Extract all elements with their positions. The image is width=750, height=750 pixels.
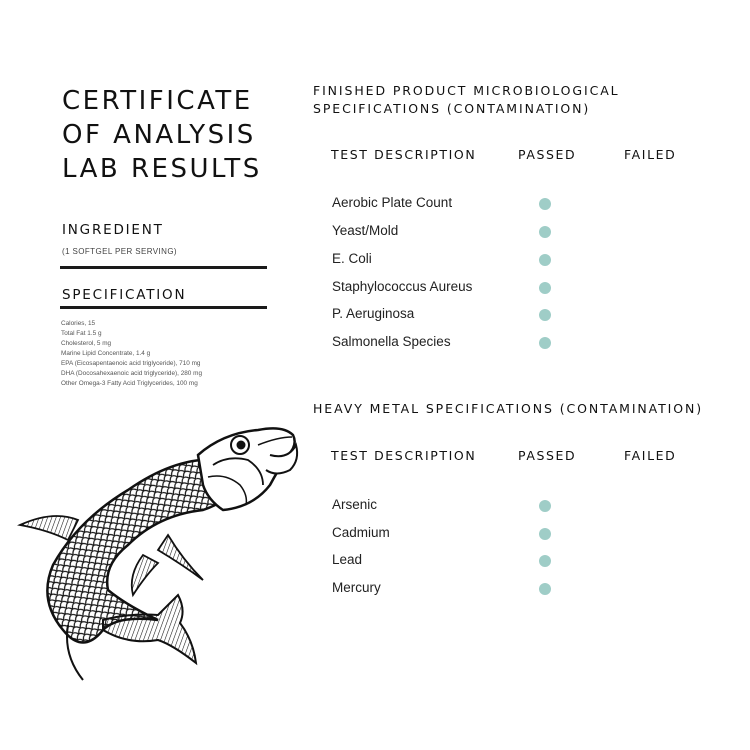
ingredient-note: (1 SOFTGEL PER SERVING) bbox=[62, 247, 178, 256]
test-name: Mercury bbox=[332, 580, 381, 595]
title-line: OF ANALYSIS bbox=[62, 120, 256, 150]
passed-indicator bbox=[539, 337, 551, 349]
spec-item: Marine Lipid Concentrate, 1.4 g bbox=[61, 350, 151, 357]
metal-col-passed: PASSED bbox=[518, 448, 577, 463]
title-line: LAB RESULTS bbox=[62, 154, 262, 184]
passed-indicator bbox=[539, 583, 551, 595]
specification-heading: SPECIFICATION bbox=[62, 287, 187, 303]
table-row bbox=[332, 251, 572, 279]
passed-indicator bbox=[539, 528, 551, 540]
ingredient-heading: INGREDIENT bbox=[62, 222, 164, 238]
table-row bbox=[332, 334, 572, 362]
test-name: Salmonella Species bbox=[332, 334, 451, 349]
spec-item: Cholesterol, 5 mg bbox=[61, 340, 112, 347]
specification-list bbox=[61, 319, 202, 389]
passed-indicator bbox=[539, 309, 551, 321]
table-row bbox=[332, 306, 572, 334]
spec-item: EPA (Eicosapentaenoic acid triglyceride), 710 mg bbox=[61, 360, 201, 367]
spec-item: Total Fat 1.5 g bbox=[61, 330, 102, 337]
test-name: Staphylococcus Aureus bbox=[332, 279, 473, 294]
spec-item: DHA (Docosahexaenoic acid triglyceride), 280 mg bbox=[61, 370, 203, 377]
test-name: E. Coli bbox=[332, 251, 372, 266]
fish-illustration bbox=[8, 415, 308, 690]
test-name: Cadmium bbox=[332, 525, 390, 540]
passed-indicator bbox=[539, 555, 551, 567]
micro-col-test-description: TEST DESCRIPTION bbox=[331, 147, 477, 162]
micro-col-passed: PASSED bbox=[518, 147, 577, 162]
title-line: CERTIFICATE bbox=[62, 86, 253, 116]
divider bbox=[60, 306, 267, 309]
table-row bbox=[332, 525, 572, 553]
passed-indicator bbox=[539, 254, 551, 266]
metal-col-test-description: TEST DESCRIPTION bbox=[331, 448, 477, 463]
page-title bbox=[62, 84, 302, 186]
table-row bbox=[332, 552, 572, 580]
micro-title-line: FINISHED PRODUCT MICROBIOLOGICAL bbox=[313, 83, 620, 98]
micro-section-title bbox=[313, 82, 620, 118]
passed-indicator bbox=[539, 282, 551, 294]
table-row bbox=[332, 279, 572, 307]
table-row bbox=[332, 580, 572, 608]
spec-item: Calories, 15 bbox=[61, 320, 96, 327]
test-name: Lead bbox=[332, 552, 363, 567]
metal-section-title: HEAVY METAL SPECIFICATIONS (CONTAMINATION) bbox=[313, 401, 704, 416]
micro-col-failed: FAILED bbox=[624, 147, 677, 162]
table-row bbox=[332, 497, 572, 525]
table-row bbox=[332, 223, 572, 251]
passed-indicator bbox=[539, 500, 551, 512]
test-name: Arsenic bbox=[332, 497, 378, 512]
test-name: Yeast/Mold bbox=[332, 223, 399, 238]
spec-item: Other Omega-3 Fatty Acid Triglycerides, 100 mg bbox=[61, 380, 198, 387]
test-name: Aerobic Plate Count bbox=[332, 195, 453, 210]
micro-title-line: SPECIFICATIONS (CONTAMINATION) bbox=[313, 101, 591, 116]
divider bbox=[60, 266, 267, 269]
test-name: P. Aeruginosa bbox=[332, 306, 415, 321]
table-row bbox=[332, 195, 572, 223]
metal-col-failed: FAILED bbox=[624, 448, 677, 463]
passed-indicator bbox=[539, 198, 551, 210]
passed-indicator bbox=[539, 226, 551, 238]
